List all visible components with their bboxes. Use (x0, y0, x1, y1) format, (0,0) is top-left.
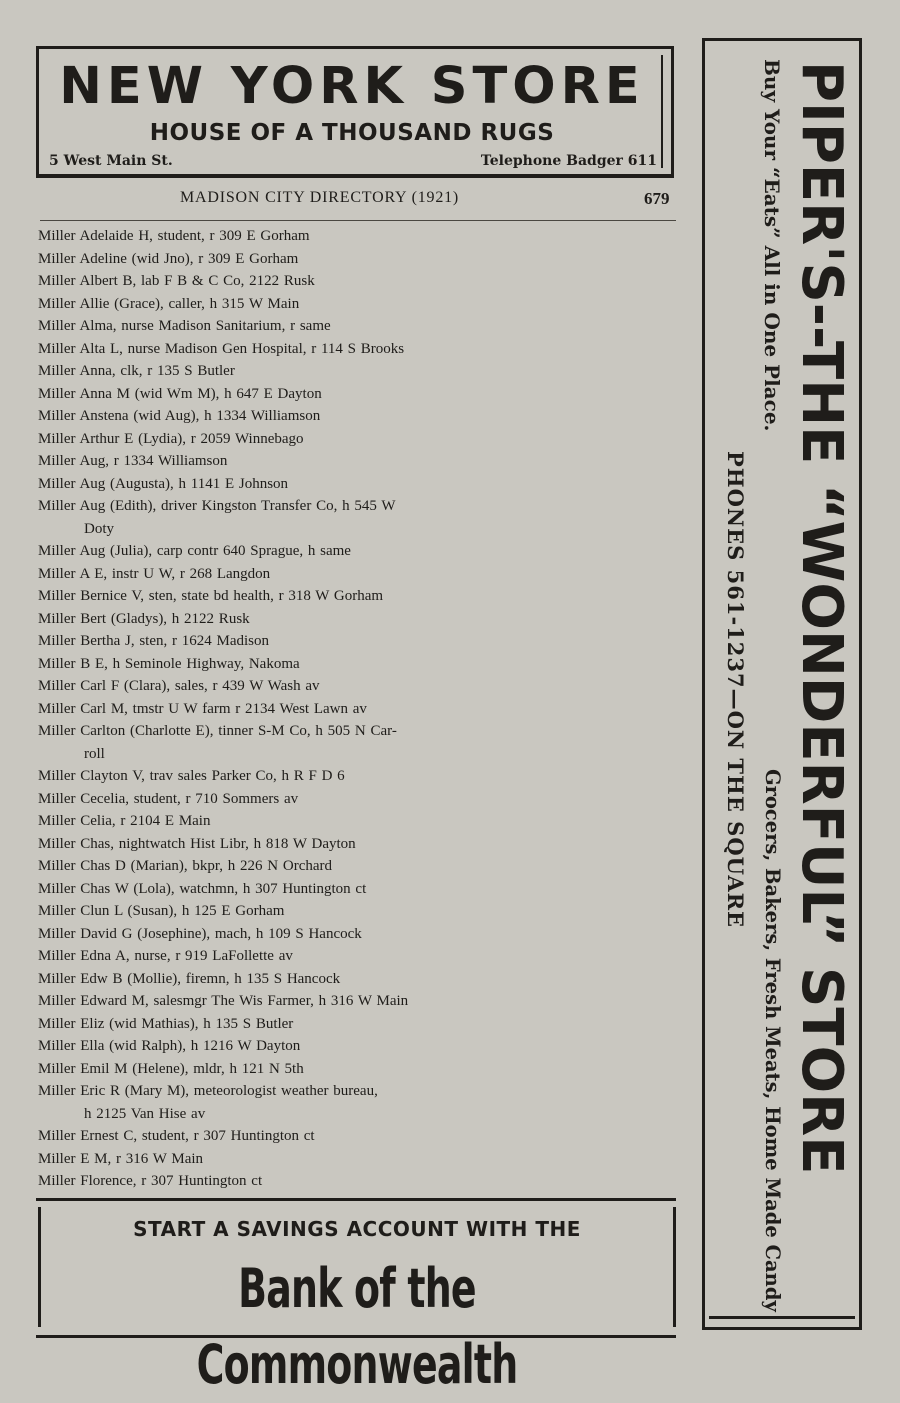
directory-entry (38, 248, 680, 271)
entry-details: A E, instr U W, r 268 Langdon (79, 565, 271, 582)
entry-surname: Miller (38, 813, 76, 829)
entry-details: Carl F (Clara), sales, r 439 W Wash av (80, 678, 320, 694)
entry-surname: Miller (38, 588, 76, 604)
directory-entry (38, 900, 680, 923)
directory-entry (38, 360, 680, 383)
entry-details: Clun L (Susan), h 125 E Gorham (80, 903, 285, 919)
bank-ad (36, 1198, 676, 1396)
entry-details: Clayton V, trav sales Parker Co, h R F D 6 (80, 768, 345, 784)
directory-entry (38, 428, 680, 451)
directory-title: MADISON CITY DIRECTORY (1921) (180, 189, 460, 206)
entry-surname: Miller (38, 723, 76, 739)
directory-entry (38, 540, 680, 563)
directory-entry (38, 563, 680, 586)
directory-entry (38, 833, 680, 856)
entry-surname: Miller (38, 790, 76, 807)
entry-details: Eric R (Mary M), meteorologist weather bureau, (80, 1083, 378, 1099)
directory-entry (38, 225, 680, 248)
directory-entry (38, 405, 680, 428)
entry-details: Edw B (Mollie), firemn, h 135 S Hancock (80, 970, 341, 987)
entry-surname: Miller (38, 498, 76, 514)
entry-surname: Miller (38, 678, 76, 694)
directory-entry (38, 338, 680, 361)
entry-surname: Miller (38, 768, 76, 784)
ad-inner-frame (43, 55, 663, 168)
entry-continuation: roll (84, 745, 105, 762)
page-number: 679 (644, 189, 670, 208)
entry-surname: Miller (38, 970, 76, 987)
pipers-goods-line: Grocers, Bakers, Fresh Meats, Home Made Candy (761, 769, 784, 1312)
directory-entry (38, 923, 680, 946)
entry-surname: Miller (38, 250, 76, 267)
entry-details: Bernice V, sten, state bd health, r 318 W Gorham (80, 588, 384, 604)
entry-details: Arthur E (Lydia), r 2059 Winnebago (79, 430, 304, 447)
entry-details: Edward M, salesmgr The Wis Farmer, h 316 W Main (80, 993, 409, 1009)
pipers-headline: PIPER'S--THE “WONDERFUL” STORE (789, 61, 854, 1175)
entry-surname: Miller (38, 453, 76, 469)
directory-entry (38, 1013, 680, 1036)
entry-details: Anna, clk, r 135 S Butler (79, 363, 235, 379)
entry-surname: Miller (38, 295, 76, 312)
entry-details: Anna M (wid Wm M), h 647 E Dayton (79, 385, 322, 402)
entry-details: Albert B, lab F B & C Co, 2122 Rusk (79, 273, 315, 289)
entry-surname: Miller (38, 1173, 76, 1189)
entry-details: Eliz (wid Mathias), h 135 S Butler (80, 1015, 294, 1032)
savings-line: START A SAVINGS ACCOUNT WITH THE (133, 1217, 581, 1241)
entry-surname: Miller (38, 273, 76, 289)
entry-details: Anstena (wid Aug), h 1334 Williamson (79, 408, 321, 424)
entry-surname: Miller (38, 318, 76, 334)
entry-surname: Miller (38, 1015, 76, 1032)
entry-details: Alma, nurse Madison Sanitarium, r same (79, 318, 331, 334)
entry-details: Chas, nightwatch Hist Libr, h 818 W Dayton (80, 835, 356, 852)
directory-entry (38, 630, 680, 653)
entry-details: Ella (wid Ralph), h 1216 W Dayton (80, 1038, 301, 1054)
entry-details: Aug, r 1334 Williamson (79, 453, 228, 469)
entry-surname: Miller (38, 565, 76, 582)
entry-surname: Miller (38, 835, 76, 852)
entry-details: Aug (Augusta), h 1141 E Johnson (79, 475, 289, 492)
entry-continuation: Doty (84, 520, 114, 537)
directory-entry (38, 383, 680, 406)
entry-surname: Miller (38, 925, 76, 942)
new-york-store-ad (36, 46, 674, 178)
directory-entry (38, 810, 680, 833)
directory-entry (38, 1125, 680, 1148)
directory-entry (38, 450, 680, 473)
entry-details: Chas W (Lola), watchmn, h 307 Huntington ct (80, 880, 367, 897)
pipers-eats-line: Buy Your “Eats” All in One Place. (760, 59, 784, 432)
directory-entry (38, 765, 680, 788)
entry-details: David G (Josephine), mach, h 109 S Hancock (80, 925, 362, 942)
directory-entry (38, 1170, 680, 1193)
entry-surname: Miller (38, 610, 76, 627)
directory-entry (38, 855, 680, 878)
directory-entry (38, 698, 680, 721)
bank-name: Bank of the Commonwealth (196, 1257, 518, 1396)
entry-surname: Miller (38, 1128, 76, 1144)
entry-details: Carl M, tmstr U W farm r 2134 West Lawn av (80, 700, 367, 717)
entry-surname: Miller (38, 858, 76, 874)
entry-surname: Miller (38, 408, 76, 424)
directory-entry (38, 293, 680, 316)
directory-entry (38, 990, 680, 1013)
entry-details: Adelaide H, student, r 309 E Gorham (79, 228, 310, 244)
entry-surname: Miller (38, 363, 76, 379)
entry-surname: Miller (38, 430, 76, 447)
directory-entry (38, 878, 680, 901)
directory-entry (38, 315, 680, 338)
directory-entry (38, 1148, 680, 1171)
directory-entry (38, 473, 680, 496)
entry-details: Emil M (Helene), mldr, h 121 N 5th (80, 1060, 304, 1077)
entry-surname: Miller (38, 475, 76, 492)
entry-details: Bert (Gladys), h 2122 Rusk (80, 610, 250, 627)
entry-surname: Miller (38, 340, 76, 357)
entry-details: Allie (Grace), caller, h 315 W Main (79, 295, 300, 312)
entry-details: Florence, r 307 Huntington ct (80, 1173, 263, 1189)
entry-details: Alta L, nurse Madison Gen Hospital, r 114 S Brooks (79, 340, 405, 357)
entry-surname: Miller (38, 948, 76, 964)
bank-ad-frame (38, 1207, 676, 1396)
entry-surname: Miller (38, 543, 76, 559)
entry-details: E M, r 316 W Main (80, 1150, 204, 1167)
entry-surname: Miller (38, 1060, 76, 1077)
entry-surname: Miller (38, 655, 76, 672)
directory-entry (38, 675, 680, 698)
entry-details: Carlton (Charlotte E), tinner S-M Co, h 505 N Car- (80, 723, 397, 739)
entry-details: Chas D (Marian), bkpr, h 226 N Orchard (80, 858, 333, 874)
store-name: NEW YORK STORE (59, 57, 645, 116)
entry-surname: Miller (38, 633, 76, 649)
entry-details: Bertha J, sten, r 1624 Madison (80, 633, 269, 649)
store-address: 5 West Main St. (49, 153, 173, 169)
entry-details: Celia, r 2104 E Main (80, 813, 211, 829)
directory-entry (38, 585, 680, 608)
entry-details: Aug (Julia), carp contr 640 Sprague, h same (79, 543, 351, 559)
entry-continuation: h 2125 Van Hise av (84, 1105, 206, 1122)
header-rule (40, 220, 676, 221)
directory-entry (38, 270, 680, 293)
entry-details: B E, h Seminole Highway, Nakoma (80, 655, 300, 672)
store-phone: Telephone Badger 611 (480, 153, 657, 169)
entry-details: Adeline (wid Jno), r 309 E Gorham (79, 250, 299, 267)
directory-entry (38, 720, 680, 765)
entry-surname: Miller (38, 1038, 76, 1054)
pipers-phones: PHONES 561-1237—ON THE SQUARE (723, 451, 748, 929)
entry-surname: Miller (38, 228, 76, 244)
entry-surname: Miller (38, 880, 76, 897)
entry-details: Aug (Edith), driver Kingston Transfer Co, h 545 W (79, 498, 396, 514)
directory-entries (38, 225, 680, 1193)
directory-entry (38, 968, 680, 991)
directory-entry (38, 608, 680, 631)
entry-details: Cecelia, student, r 710 Sommers av (80, 790, 299, 807)
entry-surname: Miller (38, 385, 76, 402)
pipers-store-ad (702, 38, 862, 1330)
directory-entry (38, 1058, 680, 1081)
directory-entry (38, 1080, 680, 1125)
entry-details: Ernest C, student, r 307 Huntington ct (80, 1128, 315, 1144)
entry-surname: Miller (38, 700, 76, 717)
directory-entry (38, 945, 680, 968)
entry-surname: Miller (38, 1083, 76, 1099)
entry-surname: Miller (38, 903, 76, 919)
directory-entry (38, 788, 680, 811)
directory-entry (38, 1035, 680, 1058)
entry-details: Edna A, nurse, r 919 LaFollette av (80, 948, 293, 964)
entry-surname: Miller (38, 993, 76, 1009)
entry-surname: Miller (38, 1150, 76, 1167)
directory-entry (38, 653, 680, 676)
store-tagline: HOUSE OF A THOUSAND RUGS (149, 120, 555, 146)
directory-entry (38, 495, 680, 540)
